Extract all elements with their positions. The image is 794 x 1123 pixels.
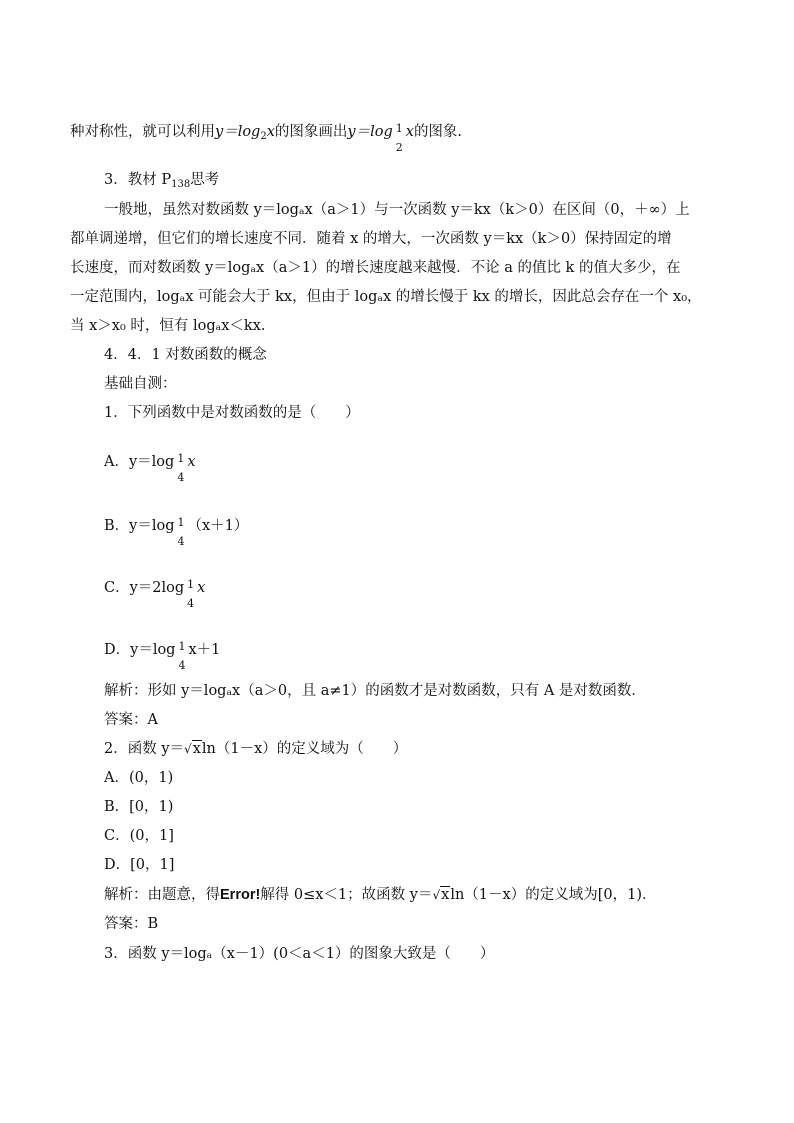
q2-answer: 答案：B	[104, 916, 159, 932]
fraction-denominator: 4	[178, 659, 186, 672]
fraction-one-half	[396, 122, 403, 154]
think-title-a: 3．教材 P	[104, 172, 172, 188]
fraction-numerator: 1	[395, 122, 403, 135]
var-x: x	[266, 124, 275, 140]
fraction-one-quarter	[177, 452, 184, 484]
q1-option-c-pre: C．y＝2log	[104, 580, 185, 596]
q1-stem: 1．下列函数中是对数函数的是（ ）	[104, 405, 360, 421]
fraction-denominator: 4	[177, 535, 185, 548]
q2-option-d: D．[0，1]	[104, 857, 175, 873]
q2-analysis-c: ln（1－x）的定义域为[0，1)．	[450, 887, 657, 903]
q2-analysis-b: 解得 0≤x＜1；故函数 y＝	[260, 887, 433, 903]
q1-option-a-pre: A．y＝log	[104, 454, 175, 470]
fraction-one-quarter	[178, 640, 185, 672]
sqrt-x	[432, 885, 450, 905]
q1-option-b	[104, 510, 249, 548]
q1-option-a	[104, 446, 196, 484]
q3-stem: 3．函数 y＝logₐ（x－1）(0＜a＜1）的图象大致是（ ）	[104, 946, 495, 962]
think-title-b: 思考	[190, 172, 220, 188]
think-paragraph-line-2: 都单调递增，但它们的增长速度不同．随着 x 的增大，一次函数 y＝kx（k＞0）保持固定的增	[70, 231, 672, 247]
symmetry-text-1: 种对称性，就可以利用	[70, 124, 215, 140]
radicand: x	[192, 741, 201, 757]
radical-sign: √	[184, 742, 192, 756]
fraction-denominator: 4	[177, 471, 185, 484]
q2-analysis	[104, 885, 656, 905]
formula-log-half: y＝log	[347, 124, 393, 140]
q1-option-b-post: （x＋1）	[187, 518, 249, 534]
q2-option-a: A．(0，1)	[104, 770, 174, 786]
fraction-numerator: 1	[177, 452, 185, 465]
think-paragraph-line-1: 一般地，虽然对数函数 y＝logₐx（a＞1）与一次函数 y＝kx（k＞0）在区间（0，＋∞）上	[104, 202, 690, 218]
q2-option-b: B．[0，1)	[104, 799, 174, 815]
q1-option-a-post: x	[187, 454, 196, 470]
section-title: 4．4．1 对数函数的概念	[104, 347, 267, 363]
formula-log2: y＝log	[215, 124, 261, 140]
fraction-numerator: 1	[178, 640, 186, 653]
fraction-one-quarter	[187, 578, 194, 610]
q1-option-b-pre: B．y＝log	[104, 518, 175, 534]
q1-option-c	[104, 572, 206, 610]
symmetry-text-2: 的图象画出	[274, 124, 348, 140]
fraction-one-quarter	[178, 516, 185, 548]
symmetry-text-3: 的图象.	[413, 124, 463, 140]
q1-option-c-post: x	[197, 580, 206, 596]
self-test-heading: 基础自测：	[104, 376, 177, 392]
q2-stem-b: ln（1－x）的定义域为（ ）	[201, 741, 408, 757]
q2-option-c: C．(0，1]	[104, 828, 174, 844]
think-title	[104, 170, 219, 190]
think-paragraph-line-3: 长速度，而对数函数 y＝logₐx（a＞1）的增长速度越来越慢．不论 a 的值比 k 的值大多少，在	[70, 260, 681, 276]
fraction-denominator: 2	[395, 141, 403, 154]
fraction-numerator: 1	[177, 516, 185, 529]
q1-option-d	[104, 634, 221, 672]
q2-stem	[104, 739, 407, 759]
var-x-2: x	[405, 124, 414, 140]
q2-stem-a: 2．函数 y＝	[104, 741, 185, 757]
symmetry-line	[70, 116, 463, 154]
fraction-denominator: 4	[187, 597, 195, 610]
radical-sign: √	[432, 888, 441, 902]
radicand: x	[441, 887, 450, 903]
sqrt-x	[184, 739, 202, 759]
q1-option-d-pre: D．y＝log	[104, 642, 176, 658]
fraction-numerator: 1	[187, 578, 195, 591]
log-base-2: 2	[260, 131, 267, 142]
q2-analysis-a: 解析：由题意，得	[104, 887, 220, 903]
think-paragraph-line-5: 当 x＞x₀ 时，恒有 logₐx＜kx.	[70, 318, 266, 334]
think-paragraph-line-4: 一定范围内，logₐx 可能会大于 kx，但由于 logₐx 的增长慢于 kx 的增长，因此总会存在一个 x₀，	[70, 289, 702, 305]
q1-analysis: 解析：形如 y＝logₐx（a＞0，且 a≠1）的函数才是对数函数，只有 A 是对数函数．	[104, 683, 646, 699]
q1-answer: 答案：A	[104, 712, 158, 728]
q1-option-d-post: x＋1	[188, 642, 221, 658]
error-field: Error!	[220, 887, 261, 903]
think-title-page: 138	[171, 179, 191, 190]
